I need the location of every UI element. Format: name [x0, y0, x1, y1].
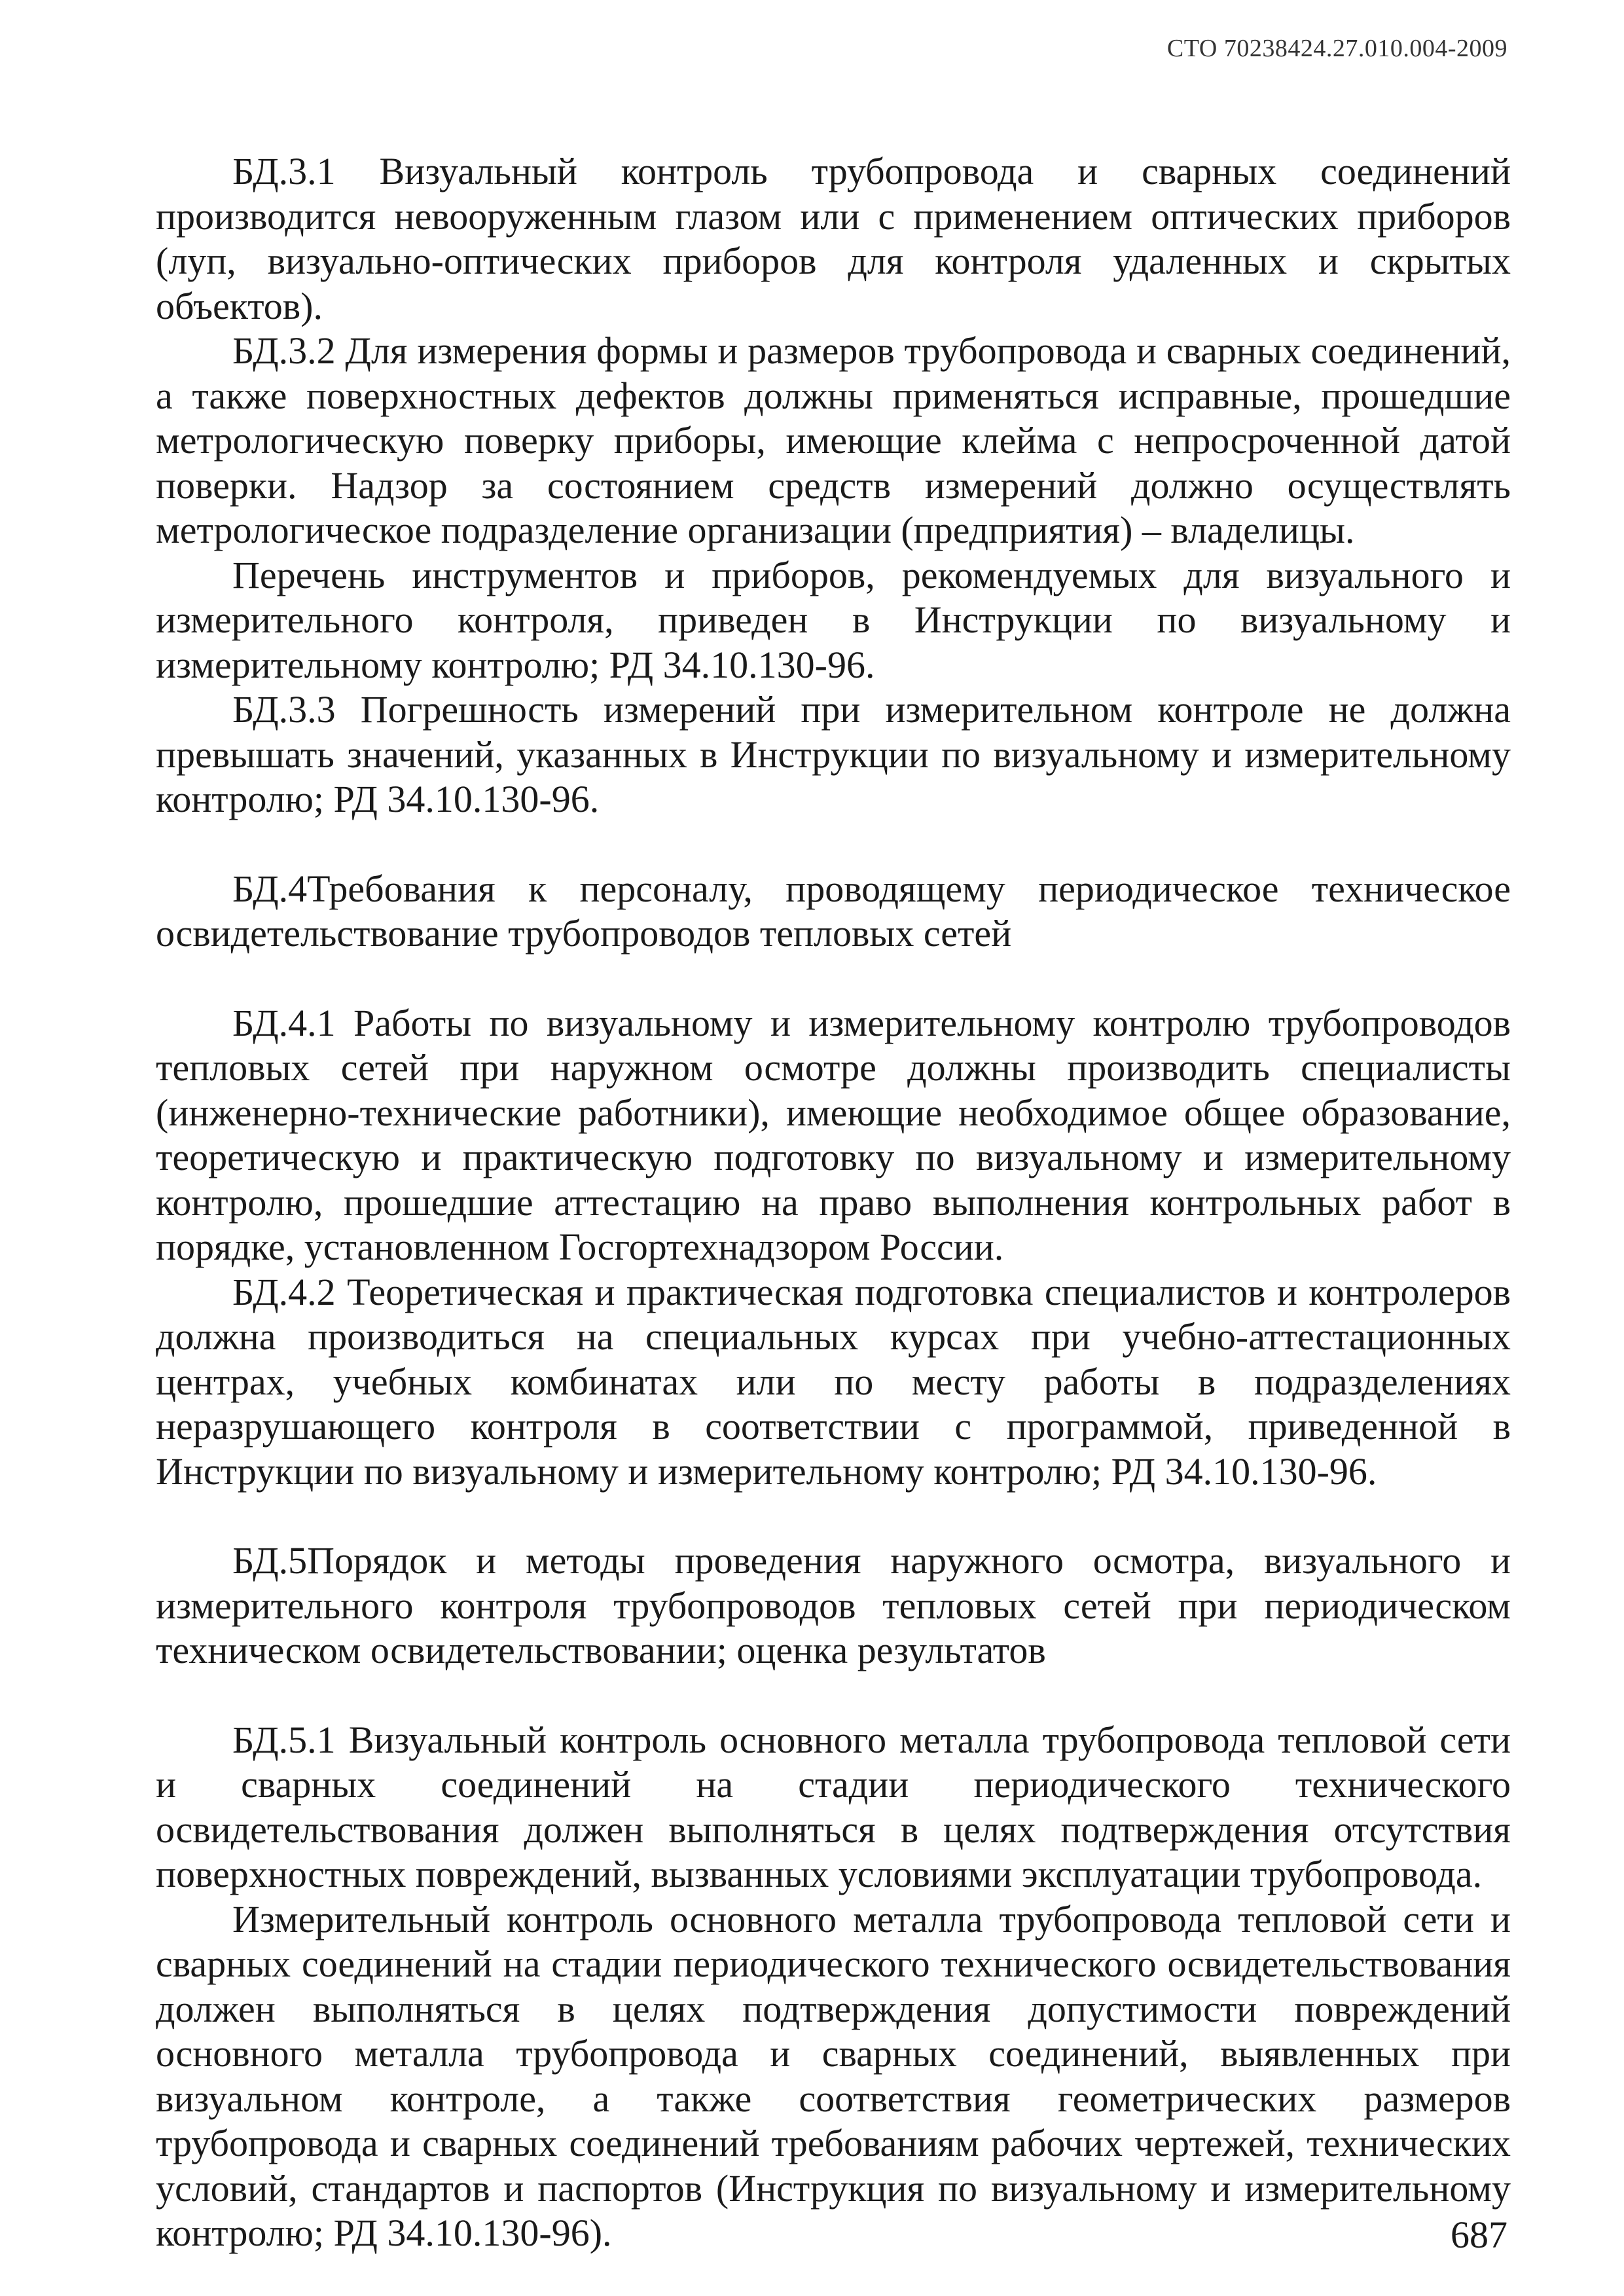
paragraph-bd-3-3: БД.3.3 Погрешность измерений при измерительном контроле не должна превышать значений, указанных в Инструкции по визуальному и измерительному контролю; РД 34.10.130-96. — [156, 688, 1511, 820]
paragraph-instruments-list: Перечень инструментов и приборов, рекомендуемых для визуального и измерительного контроля, приведен в Инструкции по визуальному и измерительному контролю; РД 34.10.130-96. — [156, 553, 1511, 686]
paragraph-bd-3-1: БД.3.1 Визуальный контроль трубопровода и сварных соединений производится невооруженным глазом или с применением оптических приборов (луп, визуально-оптических приборов для контроля удаленных и скрытых объектов). — [156, 150, 1511, 327]
paragraph-bd-4-2: БД.4.2 Теоретическая и практическая подготовка специалистов и контролеров должна производиться на специальных курсах при учебно-аттестационных центрах, учебных комбинатах или по месту работы в подразделениях неразрушающего контроля в соответствии с программой, приведенной в Инструкции по визуальному и измерительному контролю; РД 34.10.130-96. — [156, 1270, 1511, 1493]
document-body — [156, 149, 1511, 2256]
section-heading-bd-5: БД.5Порядок и методы проведения наружного осмотра, визуального и измерительного контроля трубопроводов тепловых сетей при периодическом техническом освидетельствовании; оценка результатов — [156, 1539, 1511, 1671]
paragraph-bd-4-1: БД.4.1 Работы по визуальному и измерительному контролю трубопроводов тепловых сетей при наружном осмотре должны производить специалисты (инженерно-технические работники), имеющие необходимое общее образование, теоретическую и практическую подготовку по визуальному и измерительному контролю, прошедшие аттестацию на право выполнения контрольных работ в порядке, установленном Госгортехнадзором России. — [156, 1001, 1511, 1268]
page-number: 687 — [1451, 2214, 1507, 2256]
section-heading-bd-4: БД.4Требования к персоналу, проводящему периодическое техническое освидетельствование трубопроводов тепловых сетей — [156, 867, 1511, 955]
paragraph-measurement-control: Измерительный контроль основного металла трубопровода тепловой сети и сварных соединений на стадии периодического технического освидетельствования должен выполняться в целях подтверждения допустимости повреждений основного металла трубопровода и сварных соединений, выявленных при визуальном контроле, а также соответствия геометрических размеров трубопровода и сварных соединений требованиям рабочих чертежей, технических условий, стандартов и паспортов (Инструкция по визуальному и измерительному контролю; РД 34.10.130-96). — [156, 1897, 1511, 2254]
paragraph-bd-5-1: БД.5.1 Визуальный контроль основного металла трубопровода тепловой сети и сварных соединений на стадии периодического технического освидетельствования должен выполняться в целях подтверждения отсутствия поверхностных повреждений, вызванных условиями эксплуатации трубопровода. — [156, 1718, 1511, 1895]
paragraph-bd-3-2: БД.3.2 Для измерения формы и размеров трубопровода и сварных соединений, а также поверхностных дефектов должны применяться исправные, прошедшие метрологическую поверку приборы, имеющие клейма с непросроченной датой поверки. Надзор за состоянием средств измерений должно осуществлять метрологическое подразделение организации (предприятия) – владелицы. — [156, 329, 1511, 551]
document-code: СТО 70238424.27.010.004-2009 — [1166, 35, 1507, 62]
